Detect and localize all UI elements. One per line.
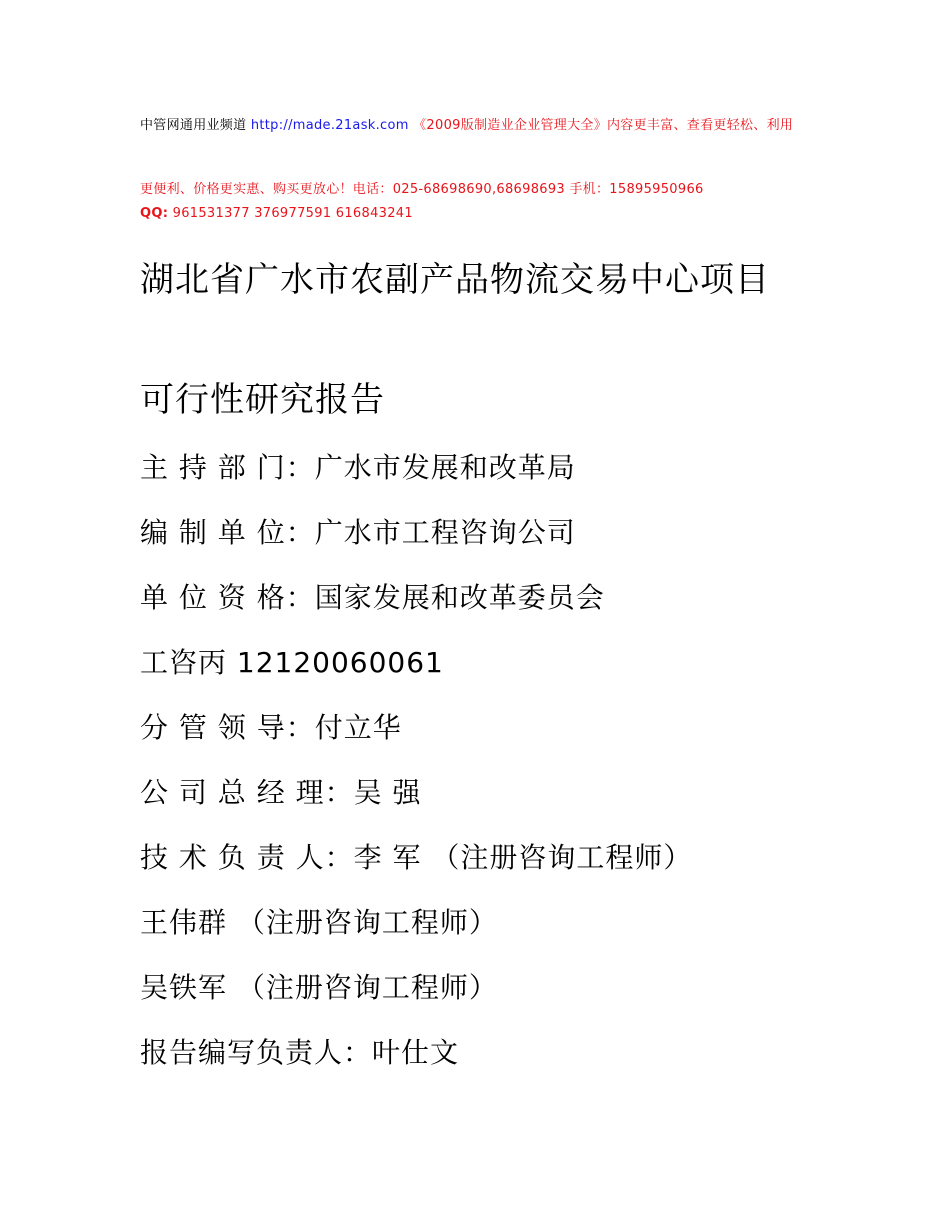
- gm-value: 吴 强: [353, 776, 422, 809]
- qq-label: QQ:: [140, 206, 169, 221]
- qq-numbers: 961531377 376977591 616843241: [172, 206, 413, 221]
- cert-number-row: 工咨丙 12120060061: [140, 646, 444, 679]
- gm-row: [140, 773, 422, 813]
- promo-text: 《2009版制造业企业管理大全》内容更丰富、查看更轻松、利用: [413, 118, 794, 133]
- engineer-row-2: 吴铁军 （注册咨询工程师）: [140, 971, 498, 1004]
- report-lead-row: [140, 1033, 459, 1073]
- header-line-1: [140, 114, 820, 138]
- leader-value: 付立华: [314, 711, 402, 744]
- host-dept-value: 广水市发展和改革局: [314, 451, 576, 484]
- gm-label: 公 司 总 经 理：: [140, 776, 354, 809]
- report-lead-label: 报告编写负责人：: [140, 1036, 373, 1069]
- tech-value: 李 军 （注册咨询工程师）: [353, 841, 693, 874]
- header-line-3: [140, 202, 413, 226]
- compiler-row: [140, 513, 576, 553]
- report-lead-value: 叶仕文: [372, 1036, 460, 1069]
- engineer-row-1: 王伟群 （注册咨询工程师）: [140, 906, 498, 939]
- tech-label: 技 术 负 责 人：: [140, 841, 354, 874]
- qualification-row: [140, 578, 605, 618]
- compiler-label: 编 制 单 位：: [140, 516, 315, 549]
- document-title: 湖北省广水市农副产品物流交易中心项目: [140, 260, 770, 300]
- qualification-label: 单 位 资 格：: [140, 581, 315, 614]
- leader-row: [140, 708, 402, 748]
- leader-label: 分 管 领 导：: [140, 711, 315, 744]
- header-line-2: 更便利、价格更实惠、购买更放心！电话：025-68698690,68698693 手机：15895950966: [140, 182, 704, 197]
- channel-name: 中管网通用业频道: [140, 118, 247, 133]
- site-link[interactable]: http://made.21ask.com: [250, 118, 409, 133]
- compiler-value: 广水市工程咨询公司: [314, 516, 576, 549]
- document-subtitle: 可行性研究报告: [140, 380, 385, 420]
- host-dept-row: [140, 448, 576, 488]
- host-dept-label: 主 持 部 门：: [140, 451, 315, 484]
- qualification-value: 国家发展和改革委员会: [314, 581, 605, 614]
- tech-row: [140, 838, 692, 878]
